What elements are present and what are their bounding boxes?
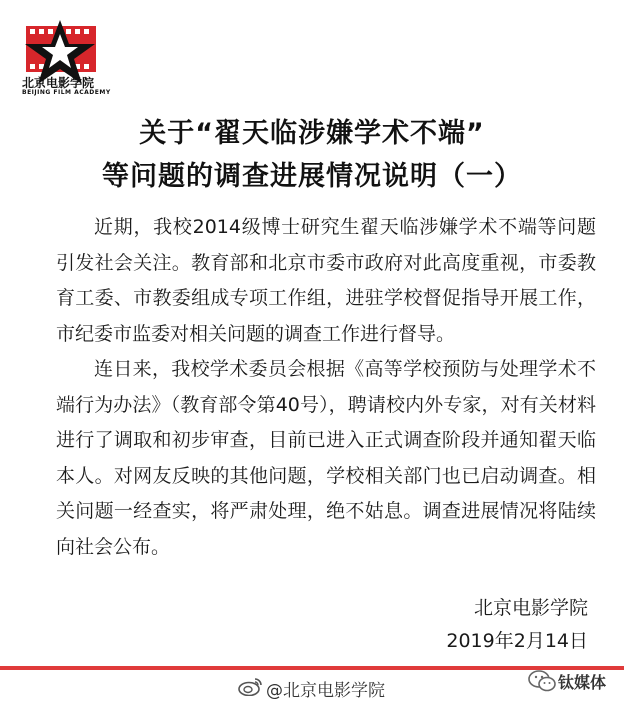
paragraph-1: 近期，我校2014级博士研究生翟天临涉嫌学术不端等问题引发社会关注。教育部和北京市委市政府对此高度重视，市委教育工委、市教委组成专项工作组，进驻学校督促指导开展工作，市纪委市监委对相关问题的调查工作进行督导。 — [56, 216, 596, 345]
weibo-handle: @北京电影学院 — [266, 681, 385, 701]
paragraph-2: 连日来，我校学术委员会根据《高等学校预防与处理学术不端行为办法》（教育部令第40号），聘请校内外专家，对有关材料进行了调取和初步审查，目前已进入正式调查阶段并通知翟天临本人。对网友反映的其他问题，学校相关部门也已启动调查。相关问题一经查实，将严肃处理，绝不姑息。调查进展情况将陆续向社会公布。 — [56, 358, 596, 558]
logo-name-cn: 北京电影学院 — [22, 76, 95, 90]
weibo-icon — [238, 676, 264, 696]
wechat-icon — [527, 668, 557, 694]
watermark-text: 钛媒体 — [558, 673, 607, 692]
title-line-1: 关于“翟天临涉嫌学术不端” — [139, 118, 485, 149]
logo-name-en: BEIJING FILM ACADEMY — [22, 89, 111, 96]
statement-body — [56, 210, 596, 565]
title-line-2: 等问题的调查进展情况说明（一） — [102, 161, 522, 192]
signature-date: 2019年2月14日 — [446, 630, 588, 652]
signature-org: 北京电影学院 — [473, 597, 588, 619]
